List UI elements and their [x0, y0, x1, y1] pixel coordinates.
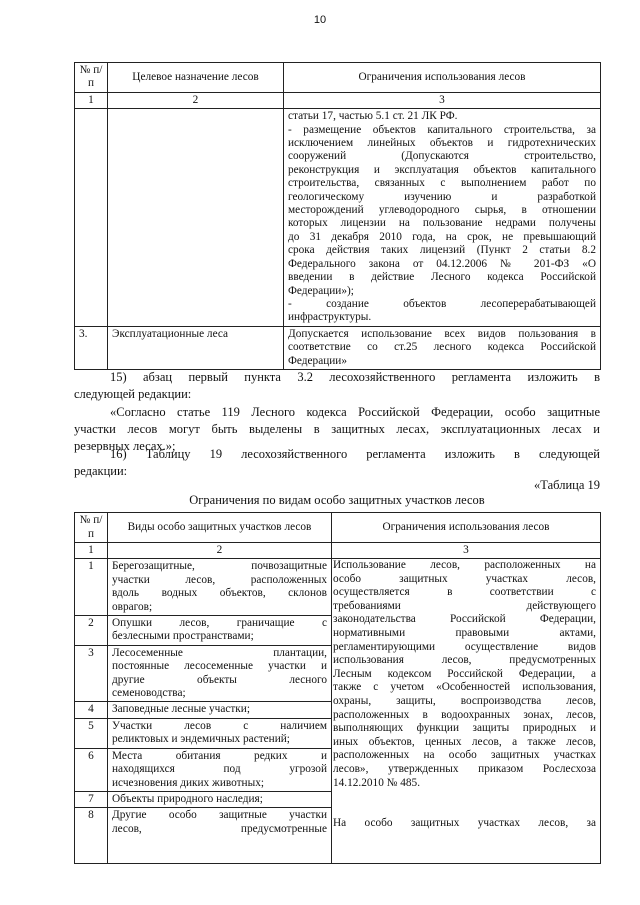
row-number: 8: [75, 808, 108, 864]
row-area-type: [108, 559, 332, 616]
restriction-line: На особо защитных участках лесов, за: [333, 817, 596, 830]
paragraph-line: редакции:: [74, 464, 128, 478]
restriction-line: регламентирующими осуществление видов: [333, 640, 596, 653]
restriction-line: требованиями действующего: [333, 599, 596, 612]
col-number-3: 3: [284, 92, 601, 108]
paragraph-16: [74, 446, 600, 480]
area-line: постоянные лесосеменные участки и: [112, 660, 327, 673]
restriction-line: охраны, защиты, воспроизводства лесов,: [333, 694, 596, 707]
restriction-line: строительства, связанных с выполнением работ по: [288, 177, 596, 190]
restriction-line: Федерации»);: [288, 284, 354, 297]
restriction-line: особо защитных участках лесов,: [333, 572, 596, 585]
row-number: 2: [75, 616, 108, 646]
restriction-line: Федерации»: [288, 354, 347, 367]
table-row: [75, 109, 601, 327]
area-line: другие объекты лесного: [112, 673, 327, 686]
restriction-line: введении в действие Лесного кодекса Российской: [288, 271, 596, 284]
row-area-type: [108, 748, 332, 791]
row-area-type: [108, 718, 332, 748]
restriction-line: осуществляется в соответствии с: [333, 586, 596, 599]
paragraph-line: 15) абзац первый пункта 3.2 лесохозяйственного регламента изложить в: [110, 370, 600, 384]
paragraph-line: 16) Таблицу 19 лесохозяйственного регламента изложить в следующей: [110, 447, 600, 461]
col-number-1: 1: [75, 543, 108, 559]
area-line: лесов, предусмотренные: [112, 822, 327, 835]
row-area-type: [108, 616, 332, 646]
col-number-2: 2: [108, 92, 284, 108]
row-number: 6: [75, 748, 108, 791]
area-line: Берегозащитные, почвозащитные: [112, 560, 327, 573]
area-line: Участки лесов с наличием: [112, 719, 327, 732]
restriction-line: до 31 декабря 2010 года, на срок, не превышающий: [288, 230, 596, 243]
restriction-line: - размещение объектов капитального строительства, за: [288, 123, 596, 136]
restriction-line: которых лицензии на пользование недрами получены: [288, 217, 596, 230]
row-number: 5: [75, 718, 108, 748]
row-area-type: [108, 702, 332, 718]
restriction-line: геологическому изучению и разработкой: [288, 190, 596, 203]
area-line: исчезновения диких животных;: [112, 776, 264, 789]
protective-restrictions-text: [333, 559, 596, 831]
row-restrictions: [284, 326, 601, 369]
header-restrictions: Ограничения использования лесов: [332, 513, 601, 543]
restriction-line: месторождений углеводородного сырья, в отношении: [288, 204, 596, 217]
table-title: Ограничения по видам особо защитных участков лесов: [189, 493, 485, 507]
restriction-line: статьи 17, частью 5.1 ст. 21 ЛК РФ.: [288, 110, 458, 123]
col-number-3: 3: [332, 543, 601, 559]
area-line: вдоль водных объектов, склонов: [112, 587, 327, 600]
restriction-line: Лесным кодексом Российской Федерации, а: [333, 667, 596, 680]
header-number: № п/п: [75, 63, 108, 93]
row-number: 7: [75, 791, 108, 807]
restriction-line: сооружений (Допускаются строительство,: [288, 150, 596, 163]
restriction-line: реконструкция и эксплуатация объектов капитального: [288, 163, 596, 176]
area-line: Объекты природного наследия;: [112, 792, 263, 805]
restriction-line: срока действия таких лицензий (Пункт 2 статьи 8.2: [288, 244, 596, 257]
area-line: находящихся под угрозой: [112, 763, 327, 776]
area-line: безлесными пространствами;: [112, 630, 254, 643]
paragraph-line: следующей редакции:: [74, 387, 192, 401]
row-number: 1: [75, 559, 108, 616]
row-area-type: [108, 791, 332, 807]
page-number: 10: [313, 14, 327, 26]
restriction-line: использования лесов, предусмотренных: [333, 654, 596, 667]
header-area-types: Виды особо защитных участков лесов: [108, 513, 332, 543]
area-line: Заповедные лесные участки;: [112, 703, 250, 716]
restriction-line: инфраструктуры.: [288, 311, 372, 324]
paragraph-line: участки лесов могут быть выделены в защитных лесах, эксплуатационных лесах и: [74, 422, 600, 436]
row-restrictions: [284, 109, 601, 327]
area-line: семеноводства;: [112, 687, 186, 700]
restriction-line: законодательства Российской Федерации,: [333, 613, 596, 626]
restriction-line: также с учетом «Особенностей использования,: [333, 681, 596, 694]
header-restrictions: Ограничения использования лесов: [284, 63, 601, 93]
restriction-line: иных объектов, ценных лесов, а также лесов,: [333, 735, 596, 748]
restriction-line: Использование лесов, расположенных на: [333, 559, 596, 571]
row-area-type: [108, 808, 332, 864]
restriction-line: исключением линейных объектов и гидротехнических: [288, 137, 596, 150]
area-line: Другие особо защитные участки: [112, 809, 327, 822]
paragraph-15: [74, 369, 600, 403]
restriction-line: выполняющих функции защиты природных и: [333, 722, 596, 735]
area-line: Опушки лесов, граничащие с: [112, 617, 327, 630]
restriction-line: Допускается использование всех видов пользования в: [288, 327, 596, 340]
area-line: оврагов;: [112, 600, 153, 613]
restriction-line: Федерального закона от 04.12.2006 № 201-ФЗ «О: [288, 257, 596, 270]
forest-purpose-table: [74, 62, 601, 370]
row-purpose: [108, 109, 284, 327]
restriction-line: лесов», утвержденных приказом Рослесхоза: [333, 762, 596, 775]
area-line: Места обитания редких и: [112, 749, 327, 762]
area-line: участки лесов, расположенных: [112, 573, 327, 586]
restriction-line: расположенных на особо защитных участках: [333, 749, 596, 762]
col-number-2: 2: [108, 543, 332, 559]
row-purpose: Эксплуатационные леса: [108, 326, 284, 369]
row-area-type: [108, 645, 332, 702]
table-row: [75, 326, 601, 369]
col-number-1: 1: [75, 92, 108, 108]
table-label: «Таблица 19: [534, 478, 600, 492]
restriction-line: - создание объектов лесоперерабатывающей: [288, 297, 596, 310]
row-number: 3.: [75, 326, 108, 369]
paragraph-line: резервных лесах.»;: [74, 439, 176, 453]
restriction-line: нормативными правовыми актами,: [333, 626, 596, 639]
restriction-line: соответствие со ст.25 лесного кодекса Российской: [288, 341, 596, 354]
area-line: реликтовых и эндемичных растений;: [112, 733, 290, 746]
restriction-line: 14.12.2010 № 485.: [333, 776, 421, 789]
row-number: 3: [75, 645, 108, 702]
header-purpose: Целевое назначение лесов: [108, 63, 284, 93]
area-line: Лесосеменные плантации,: [112, 646, 327, 659]
row-number: 4: [75, 702, 108, 718]
header-number: № п/п: [75, 513, 108, 543]
restriction-line: расположенных в водоохранных зонах, лесов,: [333, 708, 596, 721]
paragraph-line: «Согласно статье 119 Лесного кодекса Российской Федерации, особо защитные: [110, 405, 600, 419]
row-number: [75, 109, 108, 327]
